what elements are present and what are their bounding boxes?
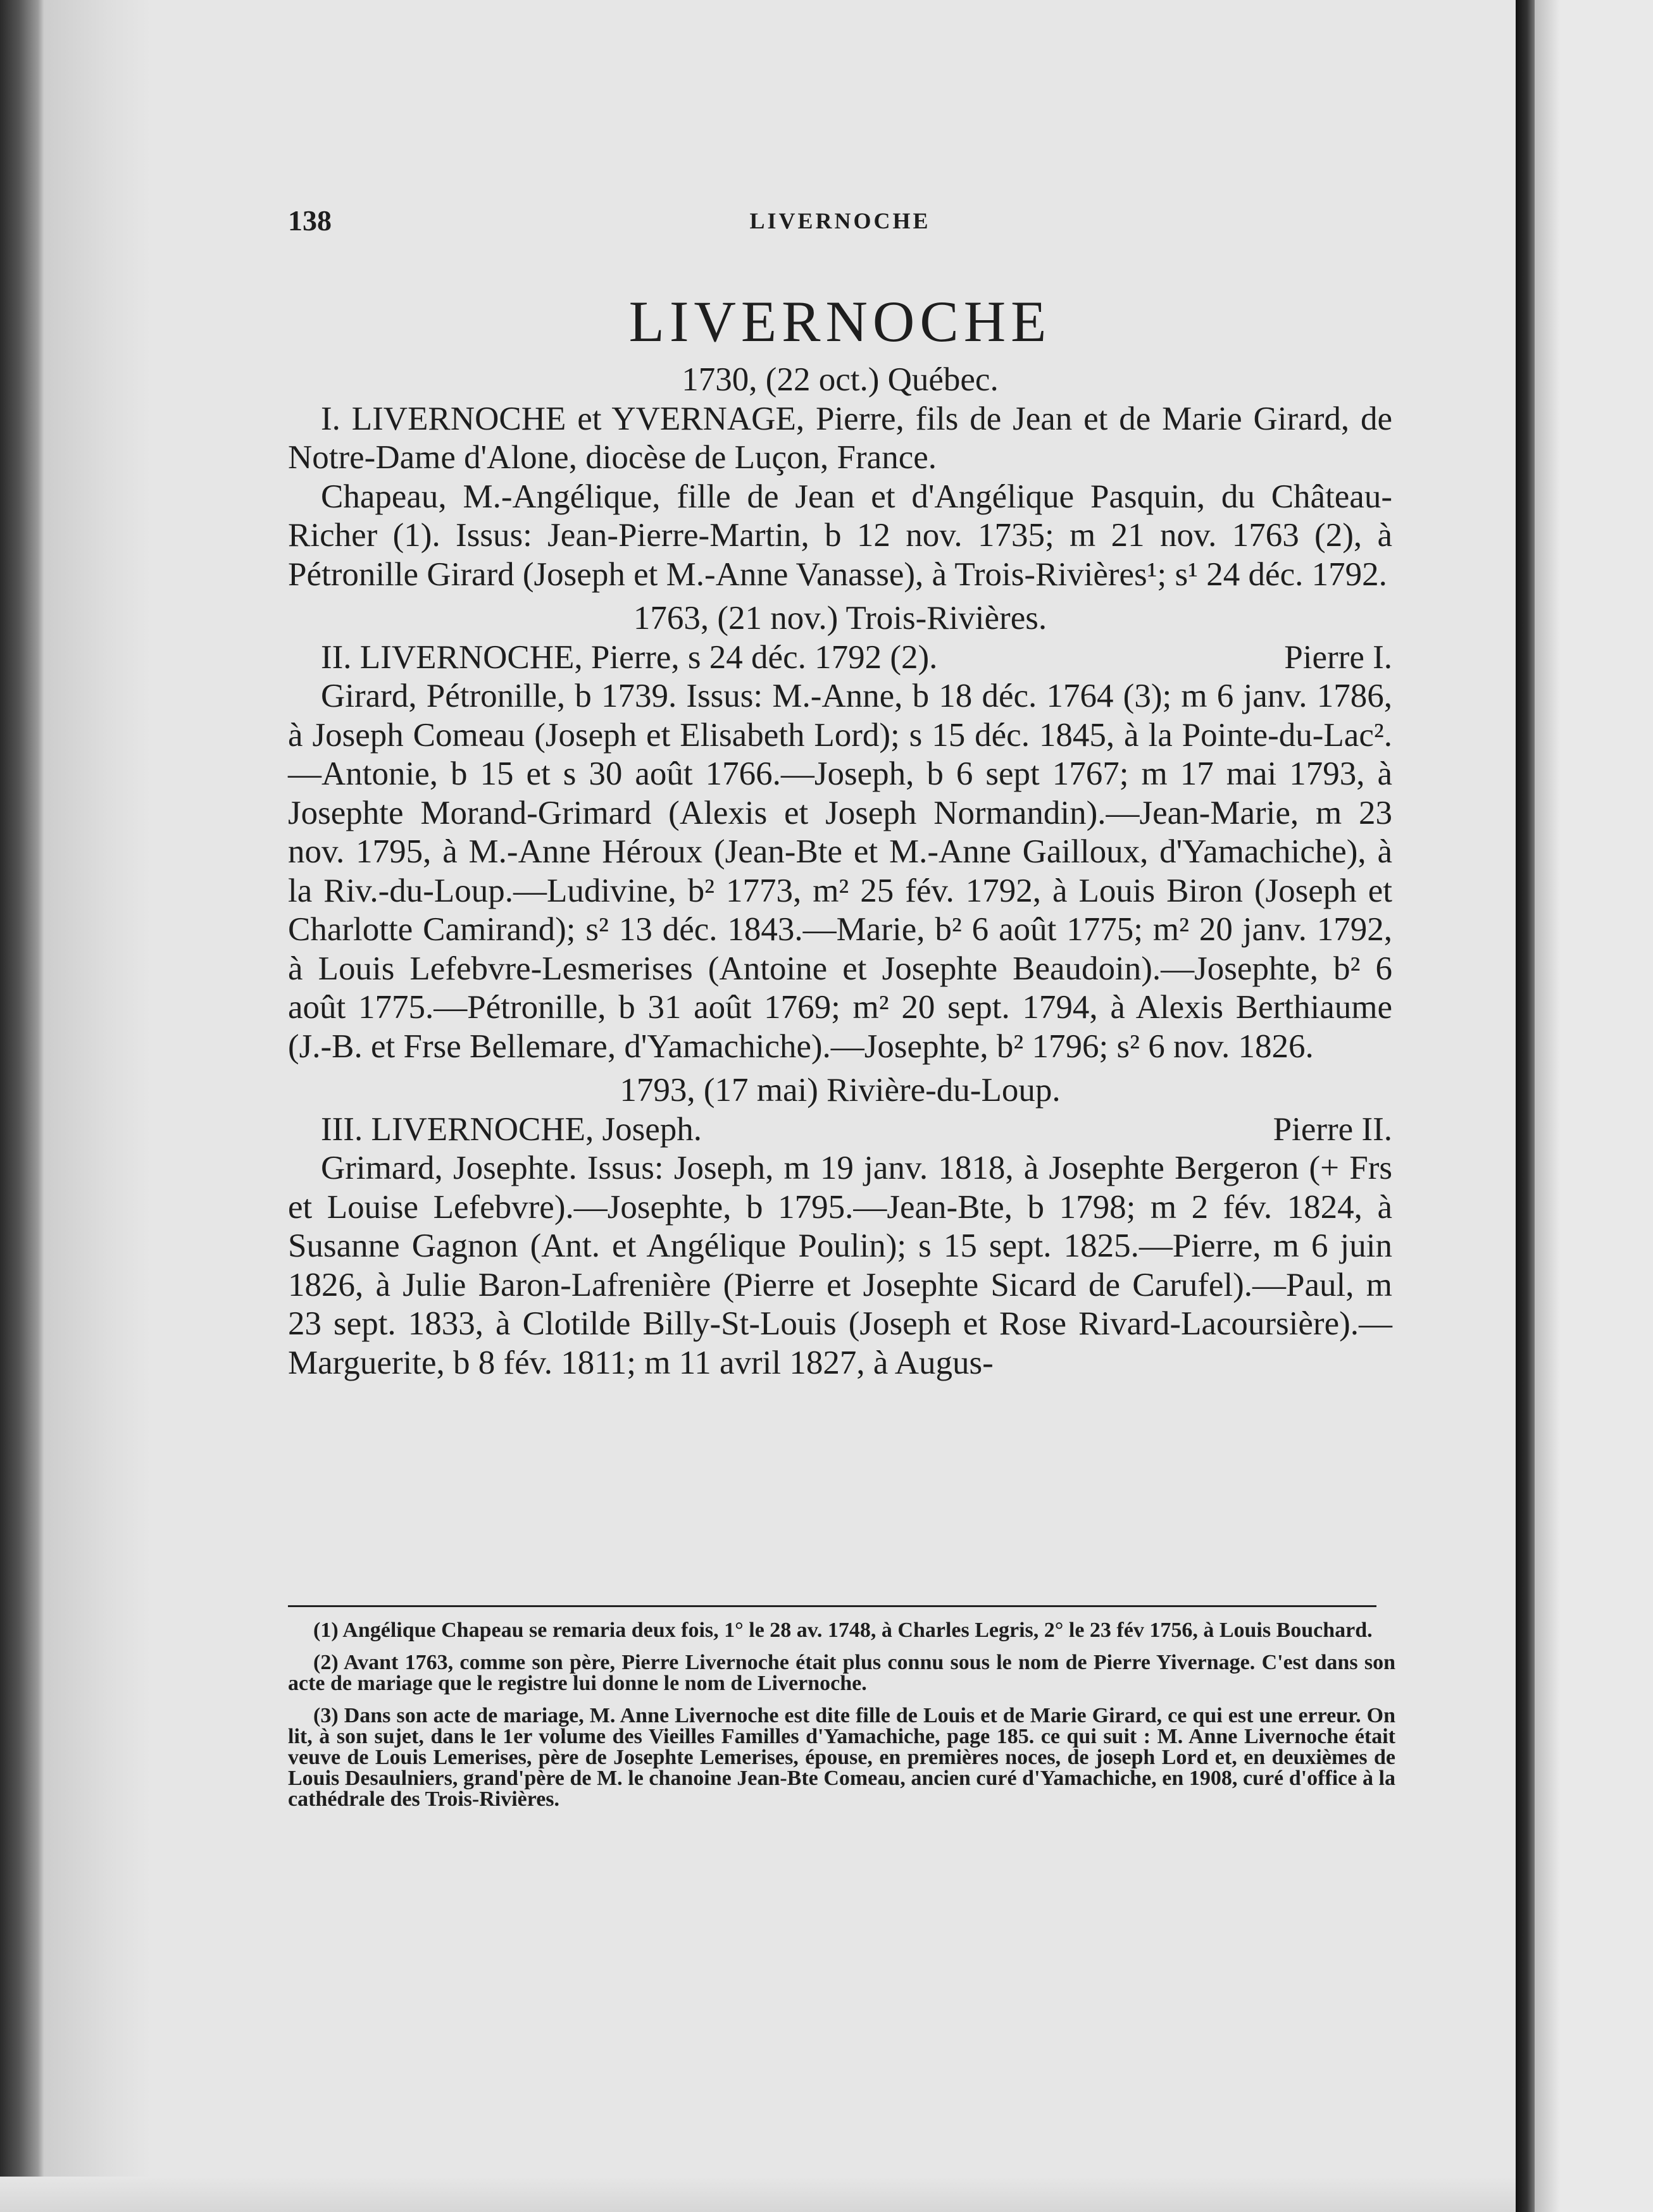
marriage-date-line: 1763, (21 nov.) Trois-Rivières.: [633, 600, 1047, 637]
running-header: [288, 204, 1392, 242]
genealogy-body: [288, 361, 1392, 1382]
footnote-2: (2) Avant 1763, comme son père, Pierre Livernoche était plus connu sous le nom de Pierre Yivernage. C'est dans son acte de mariage que le registre lui donne le nom de Livernoche.: [288, 1651, 1395, 1695]
book-gutter-fade: [44, 0, 152, 2212]
page-bottom-shade: [0, 2177, 1516, 2212]
spouse-entry: Grimard, Josephte. Issus: Joseph, m 19 janv. 1818, à Josephte Bergeron (+ Frs et Louise Lefebvre).—Josephte, b 1795.—Jean-Bte, b 1798; m 2 fév. 1824, à Susanne Gagnon (Ant. et Angélique Poulin); s 15 sept. 1825.—Pierre, m 6 juin 1826, à Julie Baron-Lafrenière (Pierre et Josephte Sicard de Carufel).—Paul, m 23 sept. 1833, à Clotilde Billy-St-Louis (Joseph et Rose Rivard-Lacoursière).—Marguerite, b 8 fév. 1811; m 11 avril 1827, à Augus-: [288, 1150, 1392, 1381]
footnote-1: (1) Angélique Chapeau se remaria deux fois, 1° le 28 av. 1748, à Charles Legris, 2° le 23 fév 1756, à Louis Bouchard.: [313, 1619, 1373, 1642]
book-gutter-shadow: [0, 0, 44, 2212]
chapter-title: LIVERNOCHE: [628, 289, 1052, 354]
spouse-entry: Chapeau, M.-Angélique, fille de Jean et d'Angélique Pasquin, du Château-Richer (1). Issus: Jean-Pierre-Martin, b 12 nov. 1735; m 21 nov. 1763 (2), à Pétronille Girard (Joseph et M.-Anne Vanasse), à Trois-Rivières¹; s¹ 24 déc. 1792.: [288, 478, 1392, 593]
page-edge-shadow: [1516, 0, 1535, 2212]
marriage-date-line: 1730, (22 oct.) Québec.: [682, 361, 999, 398]
spouse-entry: Girard, Pétronille, b 1739. Issus: M.-Anne, b 18 déc. 1764 (3); m 6 janv. 1786, à Joseph Comeau (Joseph et Elisabeth Lord); s 15 déc. 1845, à la Pointe-du-Lac².—Antonie, b 15 et s 30 août 1766.—Joseph, b 6 sept 1767; m 17 mai 1793, à Josephte Morand-Grimard (Alexis et Joseph Normandin).—Jean-Marie, m 23 nov. 1795, à M.-Anne Héroux (Jean-Bte et M.-Anne Gailloux, d'Yamachiche), à la Riv.-du-Loup.—Ludivine, b² 1773, m² 25 fév. 1792, à Louis Biron (Joseph et Charlotte Camirand); s² 13 déc. 1843.—Marie, b² 6 août 1775; m² 20 janv. 1792, à Louis Lefebvre-Lesmerises (Antoine et Josephte Beaudoin).—Josephte, b² 6 août 1775.—Pétronille, b 31 août 1769; m² 20 sept. 1794, à Alexis Berthiaume (J.-B. et Frse Bellemare, d'Yamachiche).—Josephte, b² 1796; s² 6 nov. 1826.: [288, 678, 1392, 1065]
footnotes: [288, 1620, 1395, 1821]
marriage-date-line: 1793, (17 mai) Rivière-du-Loup.: [620, 1072, 1061, 1109]
generation-entry-line: [288, 638, 1392, 678]
footnote-3: (3) Dans son acte de mariage, M. Anne Livernoche est dite fille de Louis et de Marie Girard, ce qui est une erreur. On lit, à son sujet, dans le 1er volume des Vieilles Familles d'Yamachiche, page 185. ce qui suit : M. Anne Livernoche était veuve de Louis Lemerises, père de Josephte Lemerises, épouse, en premières noces, de joseph Lord et, en deuxièmes de Louis Desaulniers, grand'père de M. le chanoine Jean-Bte Comeau, ancien curé d'Yamachiche, en 1908, curé d'office à la cathédrale des Trois-Rivières.: [288, 1704, 1395, 1811]
page-number: 138: [288, 204, 332, 237]
generation-entry-head: I. LIVERNOCHE et YVERNAGE, Pierre, fils de Jean et de Marie Girard, de Notre-Dame d'Alone, diocèse de Luçon, France.: [288, 400, 1392, 476]
generation-entry-line: [288, 1110, 1392, 1150]
page-edge-fade: [1535, 0, 1560, 2212]
generation-entry-head: III. LIVERNOCHE, Joseph.: [321, 1110, 702, 1148]
running-title: LIVERNOCHE: [749, 208, 931, 233]
footnote-divider: [288, 1605, 1376, 1607]
parent-reference: Pierre II.: [1273, 1110, 1392, 1148]
parent-reference: Pierre I.: [1284, 638, 1392, 676]
generation-entry-head: II. LIVERNOCHE, Pierre, s 24 déc. 1792 (2).: [321, 638, 938, 676]
